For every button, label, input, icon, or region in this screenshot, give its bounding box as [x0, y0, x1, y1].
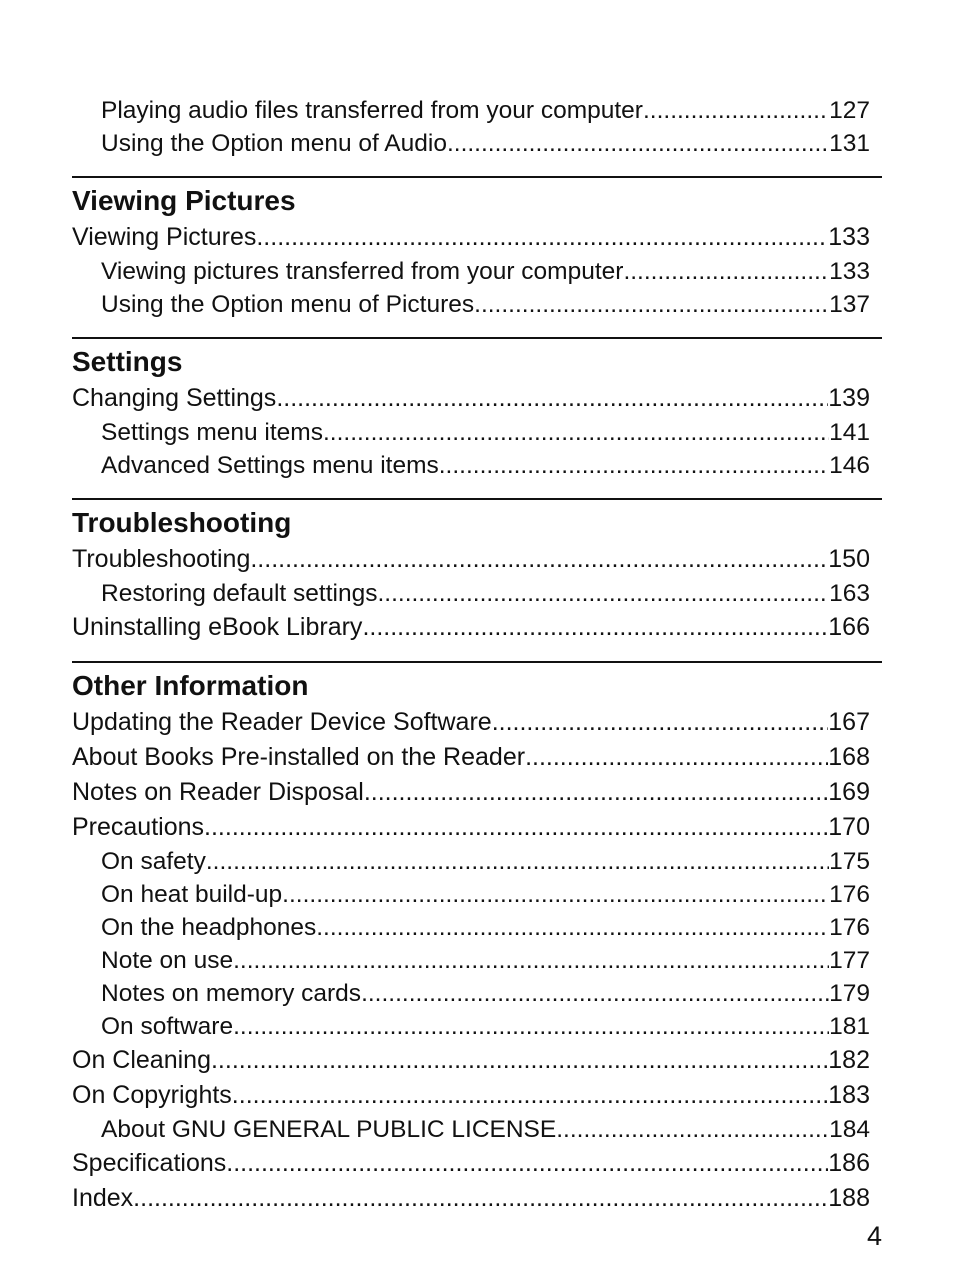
- toc-entry[interactable]: [72, 381, 870, 416]
- continued-entries: [72, 94, 882, 160]
- toc-entry[interactable]: [72, 1181, 870, 1216]
- dot-leader: [362, 610, 828, 645]
- toc-entry-title: Precautions: [72, 813, 205, 841]
- toc-entry-title: Viewing pictures transferred from your computer: [101, 258, 624, 285]
- toc-entry-title: Viewing Pictures: [72, 223, 257, 251]
- dot-leader: [492, 705, 829, 740]
- toc-entry[interactable]: [72, 127, 870, 160]
- toc-entry-page: 183: [828, 1081, 870, 1109]
- toc-entry-title: On Copyrights: [72, 1081, 232, 1109]
- toc-entry-page: 177: [829, 947, 870, 974]
- toc-section: [72, 337, 882, 482]
- toc-entry-page: 184: [829, 1116, 870, 1143]
- toc-entry-title: Updating the Reader Device Software: [72, 708, 492, 736]
- toc-entry-page: 182: [828, 1046, 870, 1074]
- section-heading: Other Information: [72, 670, 309, 701]
- dot-leader: [233, 1010, 829, 1043]
- toc-entry-page: 188: [828, 1184, 870, 1212]
- toc-section: [72, 176, 882, 321]
- dot-leader: [204, 810, 828, 845]
- toc-entry-page: 181: [829, 1013, 870, 1040]
- toc-entry[interactable]: [72, 577, 870, 610]
- dot-leader: [474, 288, 829, 321]
- toc-entry-page: 186: [828, 1149, 870, 1177]
- dot-leader: [133, 1181, 828, 1216]
- toc-entry-title: Notes on memory cards: [101, 980, 362, 1007]
- toc-entry-title: Playing audio files transferred from your computer: [101, 97, 643, 124]
- toc-entry-title: Uninstalling eBook Library: [72, 613, 363, 641]
- toc-entry-page: 167: [828, 708, 870, 736]
- table-of-contents: [72, 94, 882, 1216]
- toc-entry[interactable]: [72, 810, 870, 845]
- toc-entry[interactable]: [72, 775, 870, 810]
- toc-entry-title: On software: [101, 1013, 234, 1040]
- toc-entry-title: On heat build-up: [101, 881, 283, 908]
- toc-entry[interactable]: [72, 845, 870, 878]
- toc-entry[interactable]: [72, 416, 870, 449]
- toc-entry[interactable]: [72, 944, 870, 977]
- toc-entry-title: Restoring default settings: [101, 580, 378, 607]
- dot-leader: [439, 449, 829, 482]
- dot-leader: [276, 381, 828, 416]
- toc-entry-page: 168: [828, 743, 870, 771]
- toc-entry[interactable]: [72, 255, 870, 288]
- toc-entry[interactable]: [72, 610, 870, 645]
- dot-leader: [643, 94, 829, 127]
- toc-entry-page: 169: [828, 778, 870, 806]
- toc-entry[interactable]: [72, 1113, 870, 1146]
- dot-leader: [364, 775, 828, 810]
- toc-section: [72, 661, 882, 1216]
- toc-entry-page: 131: [829, 130, 870, 157]
- section-heading: Settings: [72, 346, 183, 377]
- page-number: 4: [866, 1221, 882, 1251]
- dot-leader: [361, 977, 829, 1010]
- toc-entry-page: 133: [829, 258, 870, 285]
- dot-leader: [282, 878, 829, 911]
- toc-entry[interactable]: [72, 94, 870, 127]
- toc-entry-title: About GNU GENERAL PUBLIC LICENSE: [101, 1116, 557, 1143]
- toc-entry-page: 170: [828, 813, 870, 841]
- toc-entry[interactable]: [72, 288, 870, 321]
- toc-entry-page: 176: [829, 881, 870, 908]
- toc-entry-title: Using the Option menu of Pictures: [101, 291, 475, 318]
- dot-leader: [226, 1146, 828, 1181]
- toc-entry-page: 146: [829, 452, 870, 479]
- toc-entry-title: Settings menu items: [101, 419, 323, 446]
- toc-entry-page: 150: [828, 545, 870, 573]
- toc-entry[interactable]: [72, 449, 870, 482]
- section-heading: Troubleshooting: [72, 507, 292, 538]
- toc-entry[interactable]: [72, 1043, 870, 1078]
- toc-entry-page: 176: [829, 914, 870, 941]
- toc-sections: [72, 176, 882, 1216]
- toc-entry-title: Note on use: [101, 947, 234, 974]
- dot-leader: [316, 911, 829, 944]
- toc-entry-title: On the headphones: [101, 914, 317, 941]
- dot-leader: [250, 542, 828, 577]
- toc-entry[interactable]: [72, 542, 870, 577]
- toc-entry-title: Specifications: [72, 1149, 227, 1177]
- toc-entry[interactable]: [72, 1078, 870, 1113]
- dot-leader: [323, 416, 829, 449]
- toc-entry-page: 139: [828, 384, 870, 412]
- toc-entry-page: 179: [829, 980, 870, 1007]
- toc-entry-title: Advanced Settings menu items: [101, 452, 439, 479]
- dot-leader: [447, 127, 829, 160]
- dot-leader: [233, 944, 829, 977]
- toc-entry-title: Using the Option menu of Audio: [101, 130, 447, 157]
- toc-entry[interactable]: [72, 1010, 870, 1043]
- dot-leader: [556, 1113, 829, 1146]
- dot-leader: [211, 1043, 828, 1078]
- toc-entry-page: 141: [829, 419, 870, 446]
- toc-entry[interactable]: [72, 740, 870, 775]
- toc-entry-title: About Books Pre-installed on the Reader: [72, 743, 526, 771]
- dot-leader: [623, 255, 829, 288]
- toc-entry[interactable]: [72, 220, 870, 255]
- dot-leader: [377, 577, 829, 610]
- dot-leader: [256, 220, 828, 255]
- toc-entry-page: 127: [829, 97, 870, 124]
- toc-entry-title: On safety: [101, 848, 206, 875]
- toc-entry-title: Troubleshooting: [72, 545, 251, 573]
- toc-entry-page: 163: [829, 580, 870, 607]
- toc-entry[interactable]: [72, 977, 870, 1010]
- dot-leader: [232, 1078, 828, 1113]
- toc-section: [72, 498, 882, 645]
- toc-entry-page: 133: [828, 223, 870, 251]
- section-heading: Viewing Pictures: [72, 185, 296, 216]
- toc-entry-page: 166: [828, 613, 870, 641]
- toc-entry[interactable]: [72, 1146, 870, 1181]
- toc-entry[interactable]: [72, 911, 870, 944]
- toc-entry-page: 175: [829, 848, 870, 875]
- toc-entry-title: On Cleaning: [72, 1046, 211, 1074]
- toc-entry-page: 137: [829, 291, 870, 318]
- toc-entry[interactable]: [72, 705, 870, 740]
- toc-entry-title: Changing Settings: [72, 384, 277, 412]
- dot-leader: [525, 740, 828, 775]
- toc-entry-title: Index: [72, 1184, 134, 1212]
- toc-entry-title: Notes on Reader Disposal: [72, 778, 364, 806]
- dot-leader: [206, 845, 829, 878]
- toc-entry[interactable]: [72, 878, 870, 911]
